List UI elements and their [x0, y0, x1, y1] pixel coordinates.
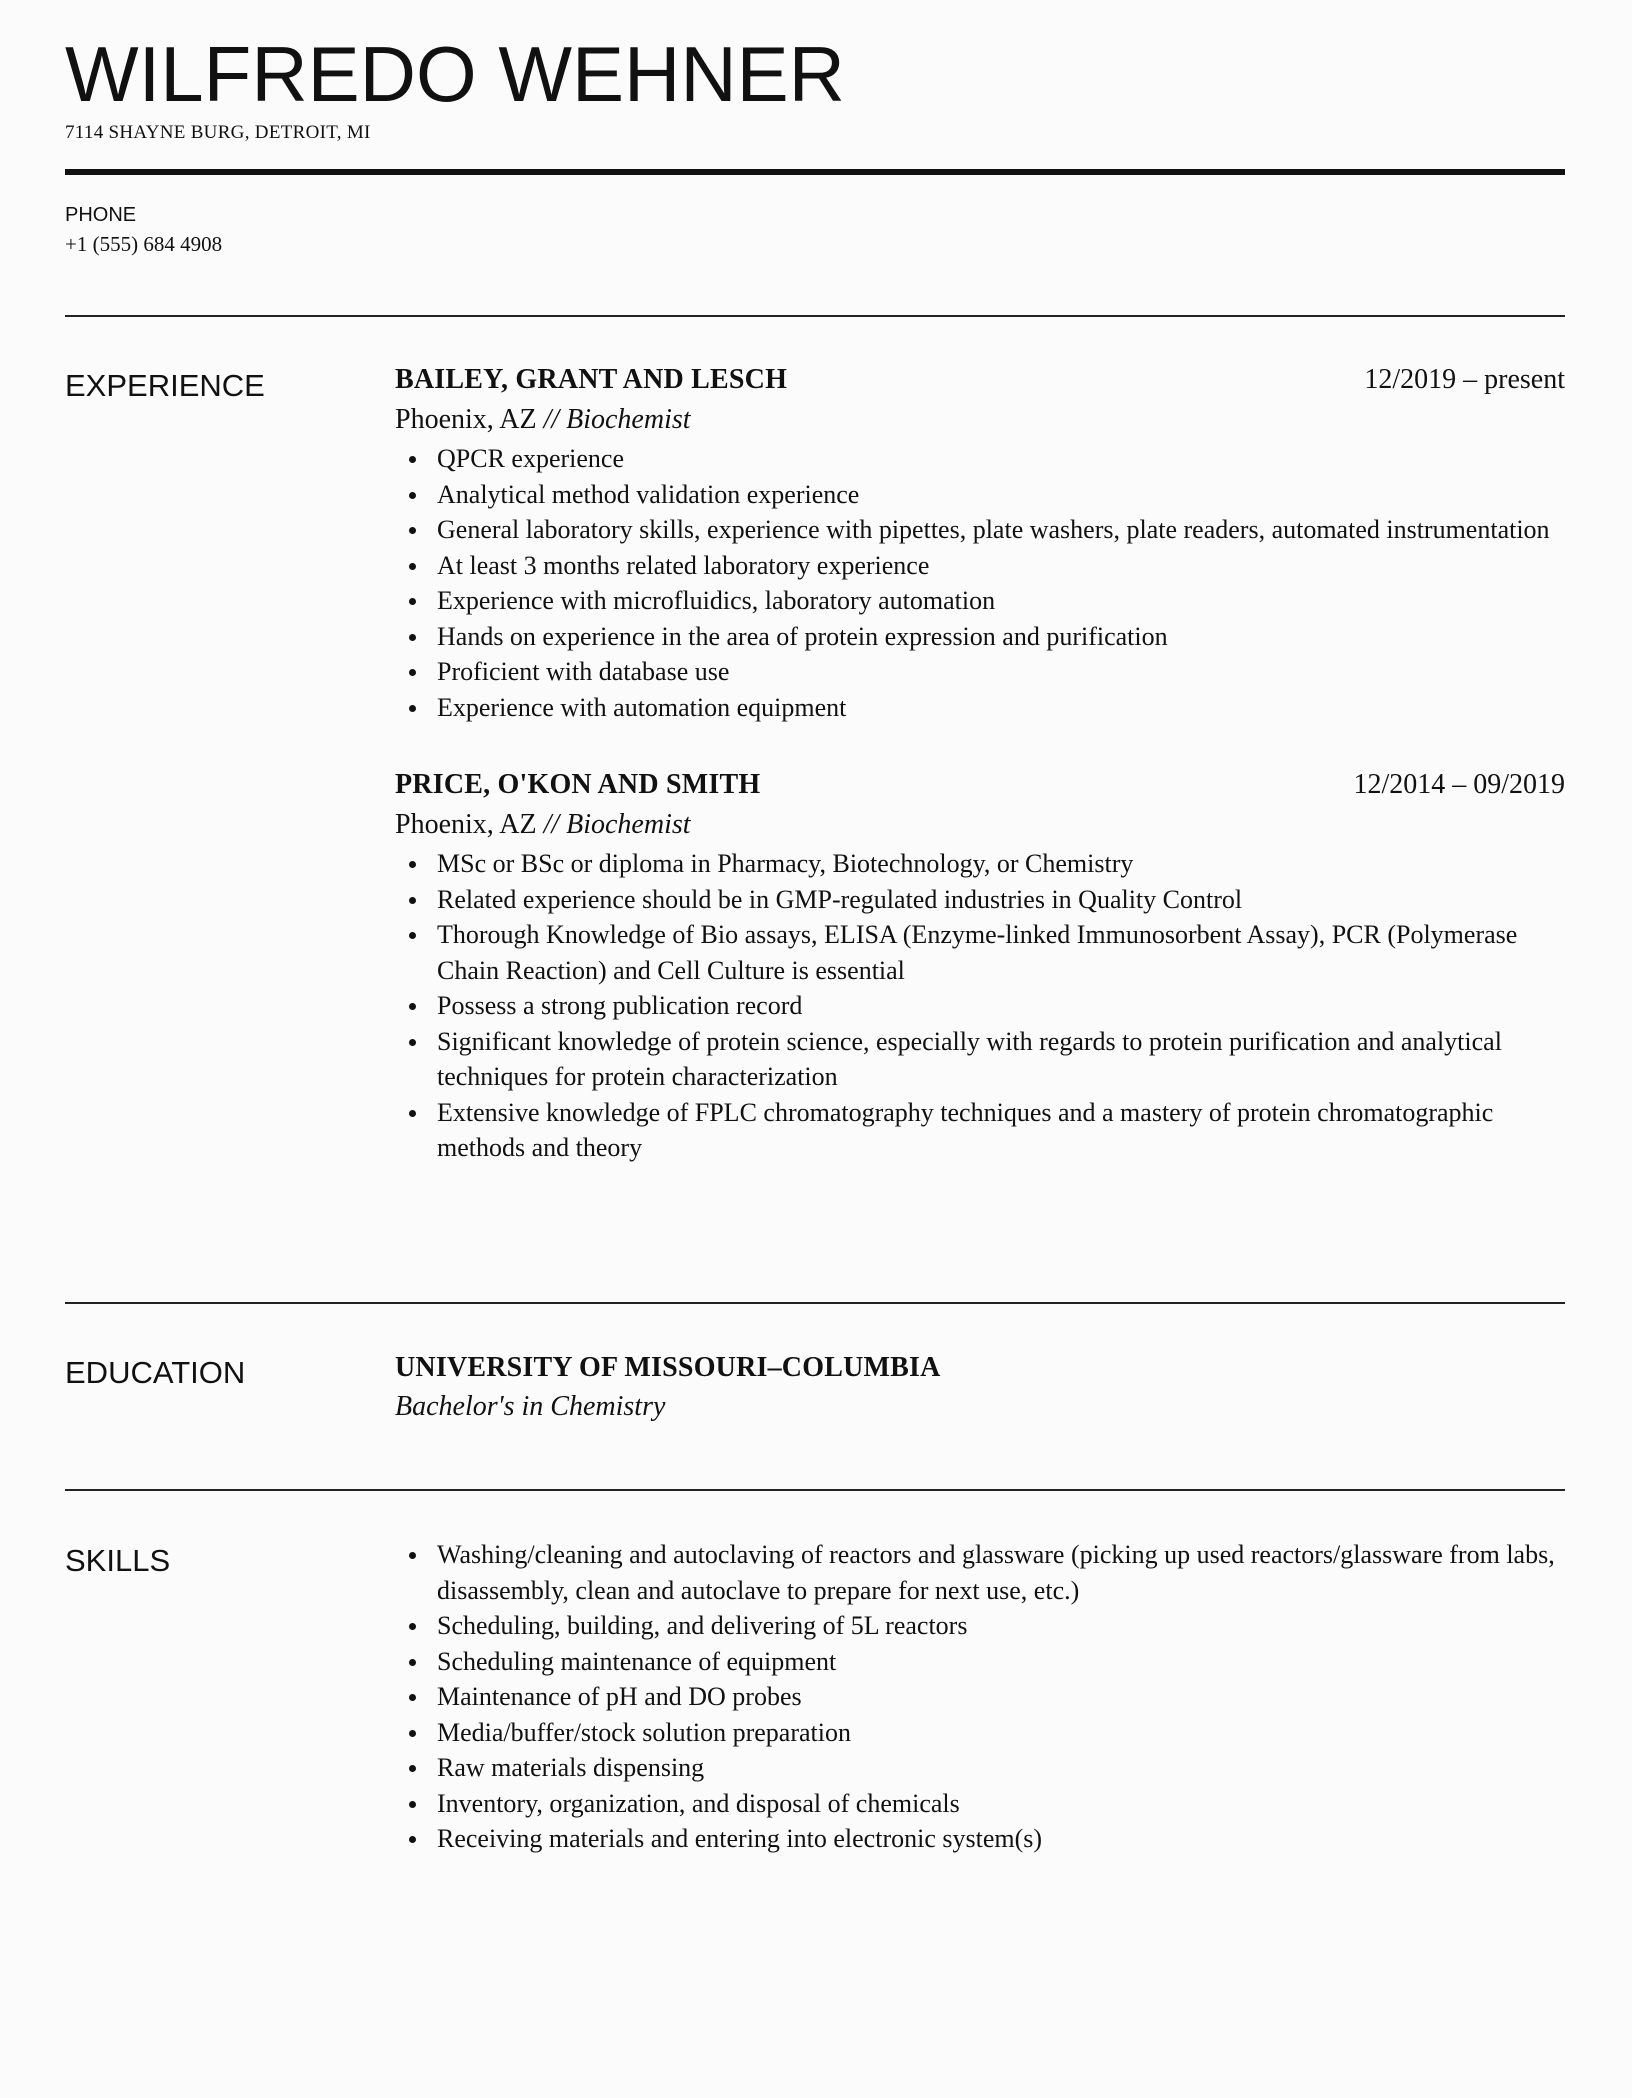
- education-content: [395, 1351, 1565, 1424]
- list-item: Proficient with database use: [395, 654, 1565, 690]
- job-role: Biochemist: [566, 809, 691, 840]
- list-item: General laboratory skills, experience with pipettes, plate washers, plate readers, automated instrumentation: [395, 512, 1565, 548]
- job-entry: [395, 768, 1565, 1166]
- job-location: Phoenix, AZ: [395, 809, 537, 840]
- list-item: Raw materials dispensing: [395, 1750, 1565, 1786]
- list-item: Maintenance of pH and DO probes: [395, 1679, 1565, 1715]
- degree: Bachelor's in Chemistry: [395, 1391, 666, 1422]
- list-item: QPCR experience: [395, 441, 1565, 477]
- list-item: Experience with microfluidics, laboratory automation: [395, 583, 1565, 619]
- list-item: Thorough Knowledge of Bio assays, ELISA (Enzyme-linked Immunosorbent Assay), PCR (Polymerase Chain Reaction) and Cell Culture is essential: [395, 917, 1565, 988]
- list-item: Media/buffer/stock solution preparation: [395, 1715, 1565, 1751]
- list-item: At least 3 months related laboratory experience: [395, 548, 1565, 584]
- candidate-address: 7114 SHAYNE BURG, DETROIT, MI: [65, 122, 371, 143]
- skills-heading: SKILLS: [65, 1543, 171, 1578]
- job-bullets: [395, 846, 1565, 1166]
- job-separator: //: [543, 809, 560, 840]
- list-item: MSc or BSc or diploma in Pharmacy, Biotechnology, or Chemistry: [395, 846, 1565, 882]
- list-item: Experience with automation equipment: [395, 690, 1565, 726]
- list-item: Related experience should be in GMP-regulated industries in Quality Control: [395, 882, 1565, 918]
- list-item: Possess a strong publication record: [395, 988, 1565, 1024]
- job-company: PRICE, O'KON AND SMITH: [395, 769, 761, 800]
- list-item: Scheduling, building, and delivering of 5L reactors: [395, 1608, 1565, 1644]
- header-divider: [65, 169, 1565, 175]
- section-divider: [65, 315, 1565, 317]
- list-item: Inventory, organization, and disposal of chemicals: [395, 1786, 1565, 1822]
- job-subtitle: [395, 403, 1565, 437]
- list-item: Washing/cleaning and autoclaving of reactors and glassware (picking up used reactors/glassware from labs, disassembly, clean and autoclave to prepare for next use, etc.): [395, 1537, 1565, 1608]
- job-dates: 12/2014 – 09/2019: [1353, 769, 1565, 800]
- job-bullets: [395, 441, 1565, 725]
- list-item: Significant knowledge of protein science, especially with regards to protein purification and analytical techniques for protein characterization: [395, 1024, 1565, 1095]
- phone-label: PHONE: [65, 204, 137, 226]
- list-item: Receiving materials and entering into electronic system(s): [395, 1821, 1565, 1857]
- school-name: UNIVERSITY OF MISSOURI–COLUMBIA: [395, 1352, 941, 1383]
- list-item: Scheduling maintenance of equipment: [395, 1644, 1565, 1680]
- job-entry: [395, 363, 1565, 725]
- job-subtitle: [395, 808, 1565, 842]
- candidate-name: WILFREDO WEHNER: [65, 30, 845, 118]
- job-role: Biochemist: [566, 404, 691, 435]
- skills-list: [395, 1537, 1565, 1857]
- job-location: Phoenix, AZ: [395, 404, 537, 435]
- skills-content: [395, 1537, 1565, 1857]
- section-divider: [65, 1302, 1565, 1304]
- section-divider: [65, 1489, 1565, 1491]
- list-item: Extensive knowledge of FPLC chromatography techniques and a mastery of protein chromatographic methods and theory: [395, 1095, 1565, 1166]
- phone-value: +1 (555) 684 4908: [65, 232, 223, 256]
- list-item: Hands on experience in the area of protein expression and purification: [395, 619, 1565, 655]
- list-item: Analytical method validation experience: [395, 477, 1565, 513]
- education-heading: EDUCATION: [65, 1355, 246, 1390]
- experience-content: [395, 363, 1565, 1166]
- experience-heading: EXPERIENCE: [65, 368, 265, 403]
- job-separator: //: [543, 404, 560, 435]
- job-company: BAILEY, GRANT AND LESCH: [395, 364, 788, 395]
- job-dates: 12/2019 – present: [1364, 364, 1565, 395]
